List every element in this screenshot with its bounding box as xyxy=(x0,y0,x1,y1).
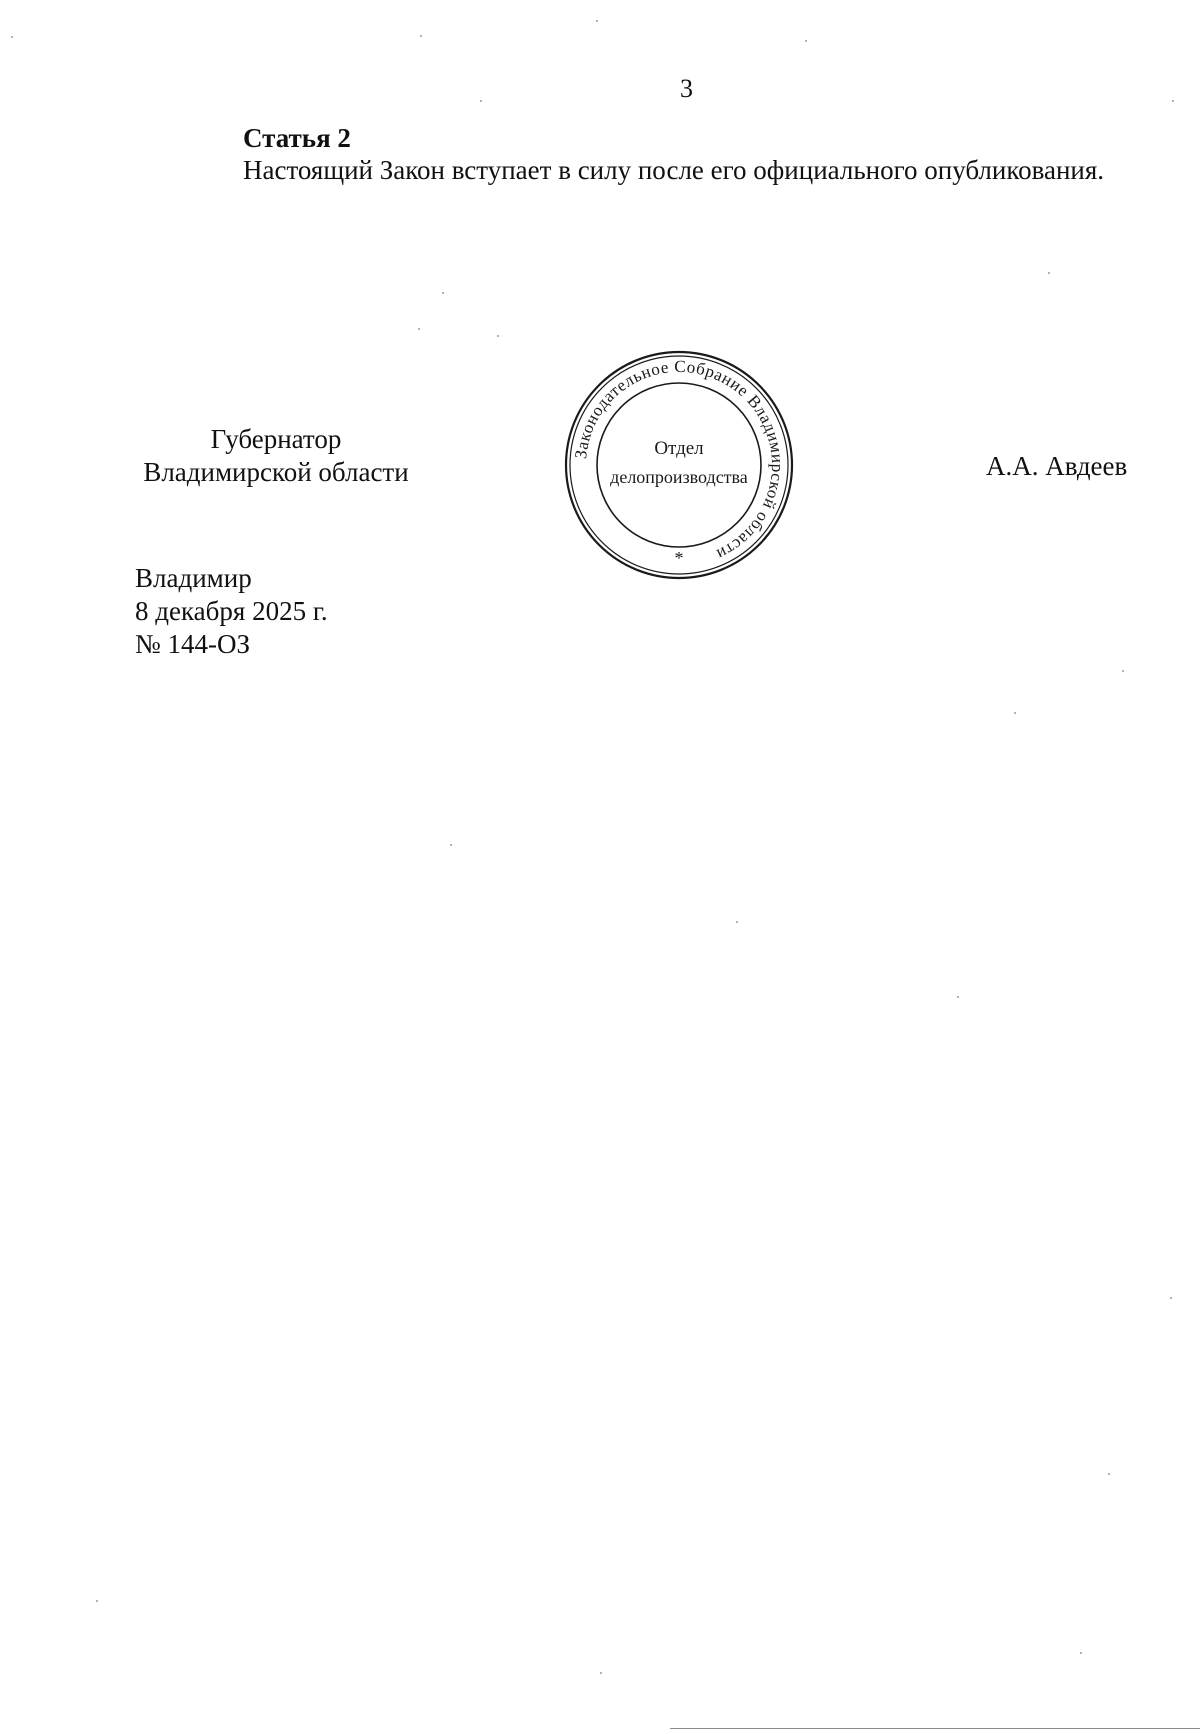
scan-speck xyxy=(450,844,452,846)
official-stamp xyxy=(562,348,796,582)
scan-speck xyxy=(1170,1297,1172,1299)
scan-speck xyxy=(480,100,482,102)
scan-speck xyxy=(957,996,959,998)
place-city: Владимир xyxy=(135,563,252,593)
stamp-ring-text xyxy=(571,357,787,564)
scan-speck xyxy=(1048,272,1050,274)
scan-speck xyxy=(1108,1473,1110,1475)
signer-title-line-2: Владимирской области xyxy=(143,457,409,487)
stamp-center-line-2: делопроизводства xyxy=(610,467,748,487)
scan-speck xyxy=(1014,712,1016,714)
scan-speck xyxy=(420,35,422,37)
stamp-ring-textpath: Законодательное Собрание Владимирской области xyxy=(571,356,788,565)
scan-edge-line xyxy=(670,1728,1200,1729)
scan-speck xyxy=(497,335,499,337)
scan-speck xyxy=(736,921,738,923)
signer-title-line-1: Губернатор xyxy=(210,424,342,454)
signer-name: А.А. Авдеев xyxy=(986,451,1128,481)
stamp-outer-ring xyxy=(566,352,792,578)
scan-speck xyxy=(600,1672,602,1674)
stamp-center-line-1: Отдел xyxy=(654,438,704,459)
scan-speck xyxy=(11,36,13,38)
document-number: № 144-ОЗ xyxy=(135,629,251,659)
scan-speck xyxy=(1122,670,1124,672)
stamp-inner-ring xyxy=(597,383,761,547)
article-text: Настоящий Закон вступает в силу после его официального опубликования. xyxy=(243,155,1105,185)
scan-speck xyxy=(418,328,420,330)
signer-title xyxy=(134,423,418,489)
document-date: 8 декабря 2025 г. xyxy=(135,596,328,626)
scan-speck xyxy=(96,1600,98,1602)
scan-speck xyxy=(805,40,807,42)
stamp-star: * xyxy=(674,548,684,568)
stamp-graphic xyxy=(562,348,796,582)
scan-speck xyxy=(1080,1652,1082,1654)
scan-speck xyxy=(442,292,444,294)
scan-speck xyxy=(596,20,598,22)
scan-speck xyxy=(1172,100,1174,102)
place-date-block xyxy=(135,562,328,661)
article-title: Статья 2 xyxy=(243,123,351,153)
page-number: 3 xyxy=(680,74,693,103)
